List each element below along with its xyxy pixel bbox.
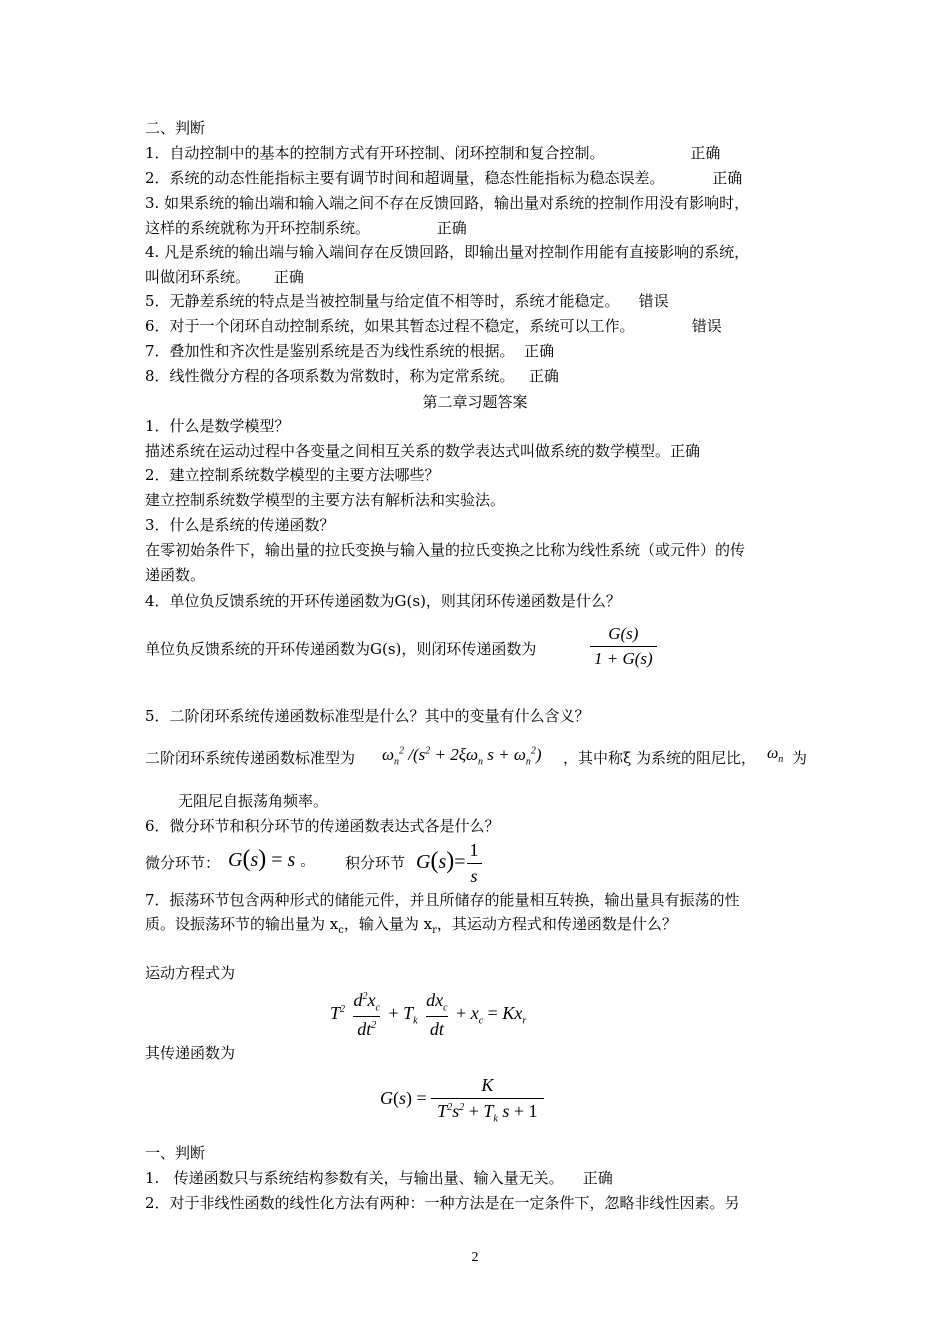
- motion-equation: $T^2$ $\frac{d^2x_c}{dt^2}$ + $T_k$ $\frac{dx_c}{dt}$ + $x_c = Kx_r$: [330, 990, 527, 1039]
- judge1-item-2: 2．对于非线性函数的线性化方法有两种：一种方法是在一定条件下，忽略非线性因素。另: [145, 1194, 740, 1212]
- second-order-formula: $\omega_n^2$ $/(s^2 + 2\xi\omega_n$ $s + \omega_n^2$): [382, 745, 542, 768]
- answer-3-line1: 在零初始条件下，输出量的拉氏变换与输入量的拉氏变换之比称为线性系统（或元件）的传: [145, 541, 746, 559]
- answer-3-line2: 递函数。: [145, 566, 206, 584]
- closed-loop-tf-formula: [590, 624, 657, 669]
- integral-tf-formula: G(s)= $\frac{1}{s}$: [416, 840, 483, 887]
- transfer-function-label: 其传递函数为: [145, 1044, 236, 1062]
- question-7-part-b: ，输入量为 x: [343, 915, 433, 933]
- judge-item-5: 5．无静差系统的特点是当被控制量与给定值不相等时，系统才能稳定。 错误: [145, 292, 669, 310]
- differential-tf-formula: G(s) = s 。: [228, 846, 315, 872]
- section-heading-judge-2: 二、判断: [145, 119, 206, 137]
- tf-numerator: K: [481, 1075, 494, 1095]
- answer-5-line2: 无阻尼自振荡角频率。: [178, 792, 329, 810]
- question-5: 5．二阶闭环系统传递函数标准型是什么？其中的变量有什么含义？: [145, 707, 590, 725]
- section-heading-judge-1: 一、判断: [145, 1144, 206, 1162]
- chapter-title: 第二章习题答案: [422, 393, 528, 411]
- answer-4-text: 单位负反馈系统的开环传递函数为G(s)，则闭环传递函数为: [145, 640, 537, 658]
- closed-loop-tf-denominator: 1 + G(s): [590, 646, 657, 669]
- question-7-line2: 质。设振荡环节的输出量为 $x_c$，输入量为 $x_r$，其运动方程式和传递函数是什么？: [145, 915, 677, 936]
- judge-item-4-line1: 4. 凡是系统的输出端与输入端间存在反馈回路，即输出量对控制作用能有直接影响的系统，: [145, 243, 750, 261]
- question-4: 4．单位负反馈系统的开环传递函数为G(s)，则其闭环传递函数是什么？: [145, 592, 621, 610]
- judge-item-1: 1．自动控制中的基本的控制方式有开环控制、闭环控制和复合控制。 正确: [145, 144, 721, 162]
- omega-n-symbol: $\omega_n$: [767, 745, 784, 766]
- question-2: 2．建立控制系统数学模型的主要方法哪些？: [145, 466, 440, 484]
- page-number: 2: [471, 1250, 479, 1265]
- judge-item-2: 2．系统的动态性能指标主要有调节时间和超调量，稳态性能指标为稳态误差。 正确: [145, 169, 743, 187]
- question-7-part-c: ，其运动方程式和传递函数是什么？: [436, 915, 677, 933]
- question-3: 3．什么是系统的传递函数？: [145, 516, 335, 534]
- question-7-line1: 7．振荡环节包含两种形式的储能元件，并且所储存的能量相互转换，输出量具有振荡的性: [145, 891, 740, 909]
- question-7-part-a: 质。设振荡环节的输出量为 x: [145, 915, 339, 933]
- judge-item-8: 8．线性微分方程的各项系数为常数时，称为定常系统。 正确: [145, 367, 559, 385]
- oscillation-transfer-function: G(s) = $\frac{K}{T^2s^2 + T_k s + 1}$: [380, 1075, 544, 1125]
- motion-equation-label: 运动方程式为: [145, 964, 236, 982]
- differential-label: 微分环节：: [145, 854, 221, 872]
- judge-item-7: 7．叠加性和齐次性是鉴别系统是否为线性系统的根据。 正确: [145, 342, 555, 360]
- judge1-item-1: 1. 传递函数只与系统结构参数有关，与输出量、输入量无关。 正确: [145, 1169, 613, 1187]
- judge-item-4-line2: 叫做闭环系统。 正确: [145, 268, 304, 286]
- answer-5-prefix: 二阶闭环系统传递函数标准型为: [145, 749, 356, 767]
- judge-item-6: 6．对于一个闭环自动控制系统，如果其暂态过程不稳定，系统可以工作。 错误: [145, 317, 722, 335]
- closed-loop-tf-numerator: G(s): [608, 624, 639, 643]
- answer-1: 描述系统在运动过程中各变量之间相互关系的数学表达式叫做系统的数学模型。正确: [145, 442, 701, 460]
- question-6: 6．微分环节和积分环节的传递函数表达式各是什么？: [145, 817, 500, 835]
- answer-2: 建立控制系统数学模型的主要方法有解析法和实验法。: [145, 491, 506, 509]
- judge-item-3-line2: 这样的系统就称为开环控制系统。 正确: [145, 219, 467, 237]
- integral-label: 积分环节: [345, 854, 406, 872]
- answer-5-mid: ，其中称ξ 为系统的阻尼比，: [563, 749, 757, 767]
- judge-item-3-line1: 3. 如果系统的输出端和输入端之间不存在反馈回路，输出量对系统的控制作用没有影响时，: [145, 194, 750, 212]
- question-1: 1．什么是数学模型？: [145, 417, 290, 435]
- answer-5-suffix: 为: [792, 749, 808, 767]
